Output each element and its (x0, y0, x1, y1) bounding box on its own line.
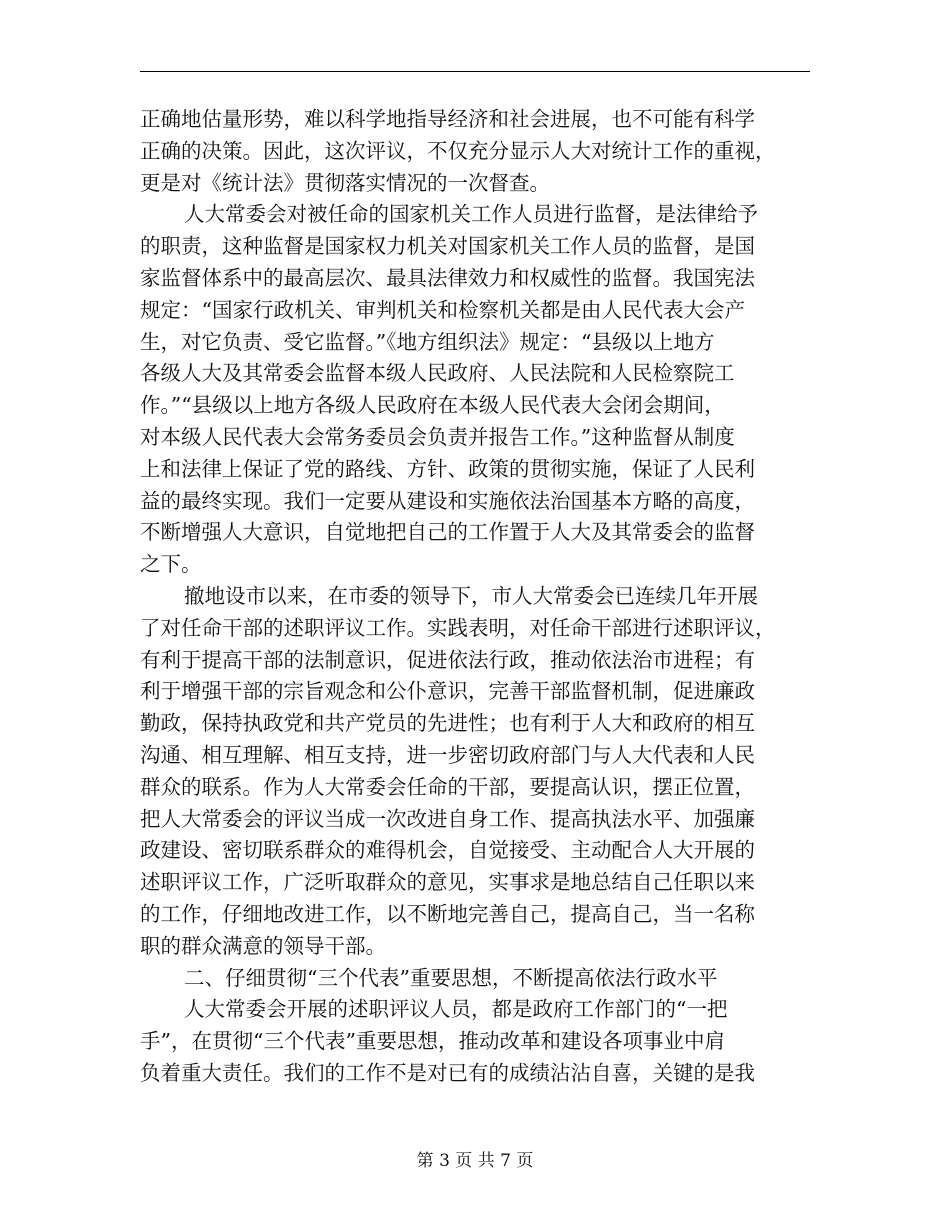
text-line: 不断增强人大意识，自觉地把自己的工作置于人大及其常委会的监督 (140, 520, 755, 545)
text-line: 各级人大及其常委会监督本级人民政府、人民法院和人民检察院工 (140, 361, 735, 386)
text-line: 家监督体系中的最高层次、最具法律效力和权威性的监督。我国宪法 (140, 265, 755, 290)
text-line: 的职责，这种监督是国家权力机关对国家机关工作人员的监督，是国 (140, 234, 755, 259)
text-line: 正确地估量形势，难以科学地指导经济和社会进展，也不可能有科学 (140, 107, 755, 131)
page-footer: 第 3 页 共 7 页 (416, 1151, 534, 1171)
text-line: 沟通、相互理解、相互支持，进一步密切政府部门与人大代表和人民 (140, 742, 755, 767)
text-line: 述职评议工作，广泛听取群众的意见，实事求是地总结自己任职以来 (140, 870, 755, 895)
text-line: 之下。 (140, 552, 202, 577)
text-line: 二、仔细贯彻“三个代表”重要思想，不断提高依法行政水平 (184, 965, 718, 990)
text-line: 的工作，仔细地改进工作，以不断地完善自己，提高自己，当一名称 (140, 901, 755, 926)
text-line: 作。”“县级以上地方各级人民政府在本级人民代表大会闭会期间， (140, 393, 725, 418)
text-line: 利于增强干部的宗旨观念和公仆意识，完善干部监督机制，促进廉政 (140, 679, 755, 704)
text-line: 职的群众满意的领导干部。 (140, 933, 386, 958)
text-line: 生，对它负责、受它监督。”《地方组织法》规定：“县级以上地方 (140, 329, 715, 354)
text-line: 对本级人民代表大会常务委员会负责并报告工作。”这种监督从制度 (140, 424, 735, 449)
text-line: 群众的联系。作为人大常委会任命的干部，要提高认识，摆正位置， (140, 774, 755, 799)
text-line: 人大常委会对被任命的国家机关工作人员进行监督，是法律给予 (184, 202, 758, 227)
text-line: 了对任命干部的述职评议工作。实践表明，对任命干部进行述职评议， (140, 615, 776, 640)
text-line: 政建设、密切联系群众的难得机会，自觉接受、主动配合人大开展的 (140, 838, 755, 863)
text-line: 撤地设市以来，在市委的领导下，市人大常委会已连续几年开展 (184, 583, 758, 608)
text-line: 把人大常委会的评议当成一次改进自身工作、提高执法水平、加强廉 (140, 806, 755, 831)
text-line: 规定：“国家行政机关、审判机关和检察机关都是由人民代表大会产 (140, 297, 745, 322)
header-rule (140, 71, 810, 72)
text-line: 上和法律上保证了党的路线、方针、政策的贯彻实施，保证了人民利 (140, 456, 755, 481)
text-line: 人大常委会开展的述职评议人员，都是政府工作部门的“一把 (184, 997, 728, 1022)
text-line: 更是对《统计法》贯彻落实情况的一次督查。 (140, 170, 550, 195)
text-line: 负着重大责任。我们的工作不是对已有的成绩沾沾自喜，关键的是我 (140, 1060, 755, 1085)
text-line: 手”，在贯彻“三个代表”重要思想，推动改革和建设各项事业中肩 (140, 1029, 725, 1054)
document-body (140, 104, 812, 1090)
text-line: 有利于提高干部的法制意识，促进依法行政，推动依法治市进程；有 (140, 647, 755, 672)
text-line: 益的最终实现。我们一定要从建设和实施依法治国基本方略的高度， (140, 488, 755, 513)
text-line: 勤政，保持执政党和共产党员的先进性；也有利于人大和政府的相互 (140, 711, 755, 736)
text-line: 正确的决策。因此，这次评议，不仅充分显示人大对统计工作的重视， (140, 138, 776, 163)
